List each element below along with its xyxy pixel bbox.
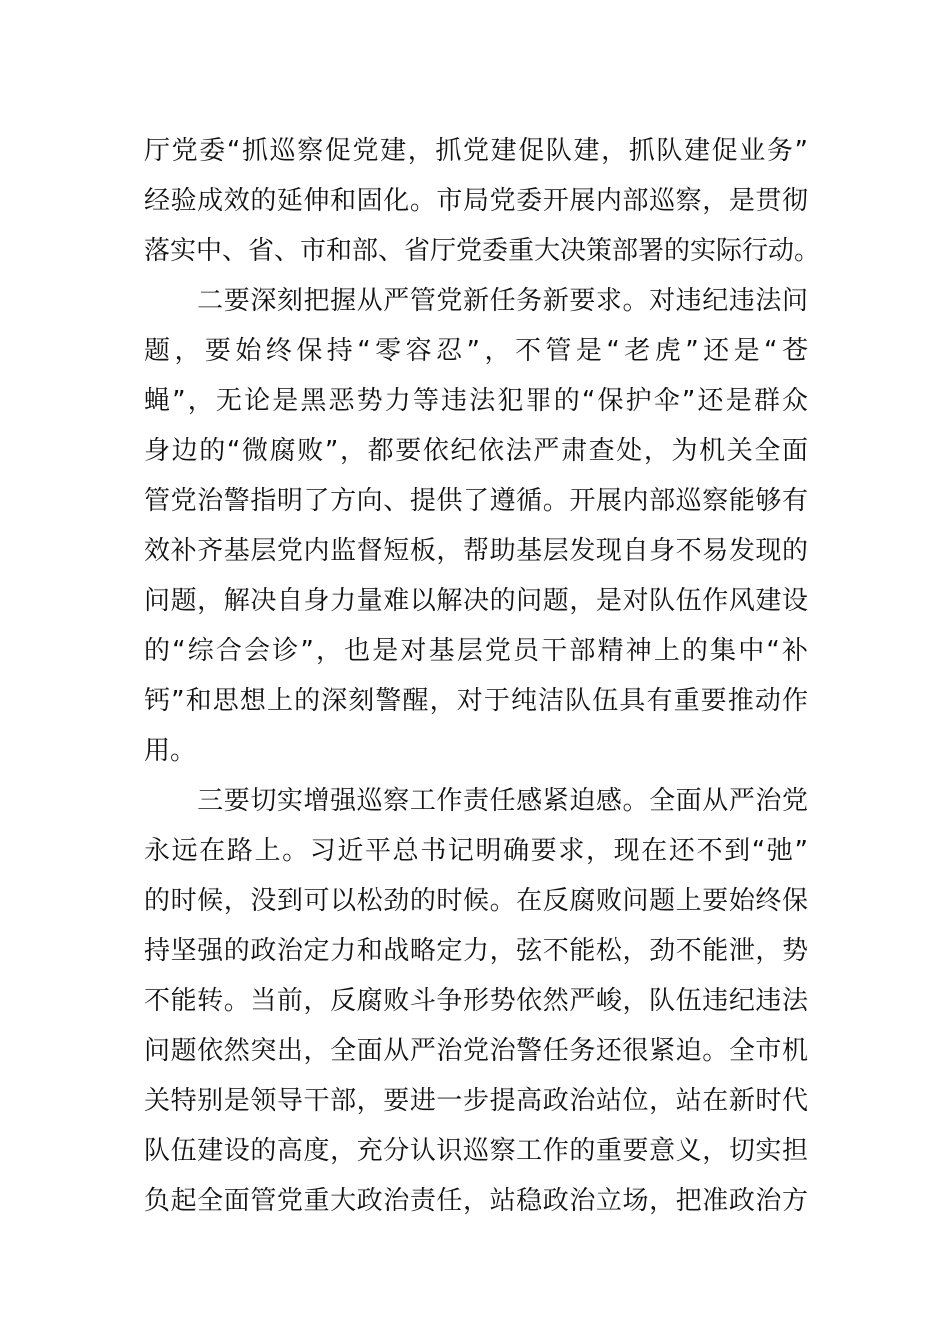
text-line: 问题，解决自身力量难以解决的问题，是对队伍作风建设 bbox=[144, 586, 808, 616]
text-line: 管党治警指明了方向、提供了遵循。开展内部巡察能够有 bbox=[144, 486, 808, 516]
text-line: 关特别是领导干部，要进一步提高政治站位，站在新时代 bbox=[144, 1086, 808, 1116]
text-line: 问题依然突出，全面从严治党治警任务还很紧迫。全市机 bbox=[144, 1036, 808, 1066]
text-line: 钙”和思想上的深刻警醒，对于纯洁队伍具有重要推动作 bbox=[144, 686, 808, 716]
text-line: 效补齐基层党内监督短板，帮助基层发现自身不易发现的 bbox=[144, 536, 808, 566]
text-line: 的时候，没到可以松劲的时候。在反腐败问题上要始终保 bbox=[144, 886, 808, 916]
text-line: 三要切实增强巡察工作责任感紧迫感。全面从严治党 bbox=[144, 786, 808, 816]
text-line: 身边的“微腐败”，都要依纪依法严肃查处，为机关全面 bbox=[144, 436, 808, 466]
text-line: 二要深刻把握从严管党新任务新要求。对违纪违法问 bbox=[144, 286, 808, 316]
text-line: 蝇”，无论是黑恶势力等违法犯罪的“保护伞”还是群众 bbox=[144, 386, 808, 416]
text-line: 的“综合会诊”，也是对基层党员干部精神上的集中“补 bbox=[144, 636, 808, 666]
text-line: 永远在路上。习近平总书记明确要求，现在还不到“弛” bbox=[144, 836, 808, 866]
text-line: 落实中、省、市和部、省厅党委重大决策部署的实际行动。 bbox=[144, 236, 821, 266]
text-line: 经验成效的延伸和固化。市局党委开展内部巡察，是贯彻 bbox=[144, 186, 808, 216]
text-line: 负起全面管党重大政治责任，站稳政治立场，把准政治方 bbox=[144, 1186, 808, 1216]
text-line: 厅党委“抓巡察促党建，抓党建促队建，抓队建促业务” bbox=[144, 136, 808, 166]
text-line: 用。 bbox=[144, 736, 197, 766]
text-line: 队伍建设的高度，充分认识巡察工作的重要意义，切实担 bbox=[144, 1136, 808, 1166]
text-line: 不能转。当前，反腐败斗争形势依然严峻，队伍违纪违法 bbox=[144, 986, 808, 1016]
body-text bbox=[144, 126, 821, 1226]
text-line: 持坚强的政治定力和战略定力，弦不能松，劲不能泄，势 bbox=[144, 936, 808, 966]
text-line: 题，要始终保持“零容忍”，不管是“老虎”还是“苍 bbox=[144, 336, 808, 366]
